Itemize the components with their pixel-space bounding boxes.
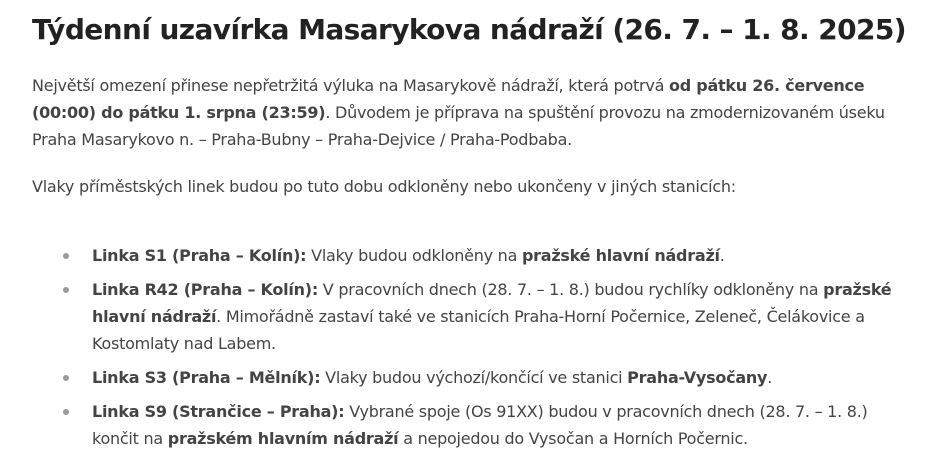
- line-station: Praha-Vysočany: [627, 368, 768, 387]
- list-item-line-s1: [32, 242, 914, 269]
- list-item-line-r42: [32, 276, 914, 357]
- line-station: pražské hlavní nádraží: [92, 280, 892, 326]
- line-text-end: .: [767, 368, 773, 387]
- line-text: Vlaky budou odkloněny na: [306, 246, 522, 265]
- page-title: Týdenní uzavírka Masarykova nádraží (26. 7. – 1. 8. 2025): [32, 13, 906, 46]
- intro-text-end: . Důvodem je příprava na spuštění provozu na zmodernizovaném úseku Praha Masarykovo n. – Praha-Bubny – Praha-Dejvice / Praha-Podbaba.: [32, 103, 885, 149]
- line-name: Linka S1 (Praha – Kolín):: [92, 246, 307, 265]
- intro-paragraph: [32, 72, 914, 153]
- list-item-line-s9: [32, 398, 914, 452]
- bullet-icon: [63, 287, 69, 293]
- line-text: V pracovních dnech (28. 7. – 1. 8.) budou rychlíky odkloněny na: [317, 280, 824, 299]
- line-name: Linka S9 (Strančice – Praha):: [92, 402, 345, 421]
- line-text: Vlaky budou výchozí/končící ve stanici: [320, 368, 628, 387]
- line-station: pražské hlavní nádraží: [521, 246, 720, 265]
- bullet-icon: [63, 409, 69, 415]
- line-name: Linka R42 (Praha – Kolín):: [92, 280, 318, 299]
- line-text-end: .: [719, 246, 725, 265]
- list-item-line-s3: [32, 364, 914, 391]
- line-name: Linka S3 (Praha – Mělník):: [92, 368, 321, 387]
- line-text-end: . Mimořádně zastaví také ve stanicích Praha-Horní Počernice, Zeleneč, Čelákovice a Kostomlaty nad Labem.: [92, 307, 865, 353]
- line-list: [32, 242, 914, 452]
- line-station: pražském hlavním nádraží: [167, 429, 399, 448]
- intro-dates: od pátku 26. července (00:00) do pátku 1. srpna (23:59): [32, 76, 865, 122]
- line-text: Vybrané spoje (Os 91XX) budou v pracovních dnech (28. 7. – 1. 8.) končit na: [92, 402, 868, 448]
- line-text-end: a nepojedou do Vysočan a Horních Počernic.: [398, 429, 748, 448]
- lead-paragraph: Vlaky příměstských linek budou po tuto dobu odkloněny nebo ukončeny v jiných stanicích:: [32, 177, 736, 196]
- bullet-icon: [63, 375, 69, 381]
- intro-text-start: Největší omezení přinese nepřetržitá výluka na Masarykově nádraží, která potrvá: [32, 76, 669, 95]
- bullet-icon: [63, 253, 69, 259]
